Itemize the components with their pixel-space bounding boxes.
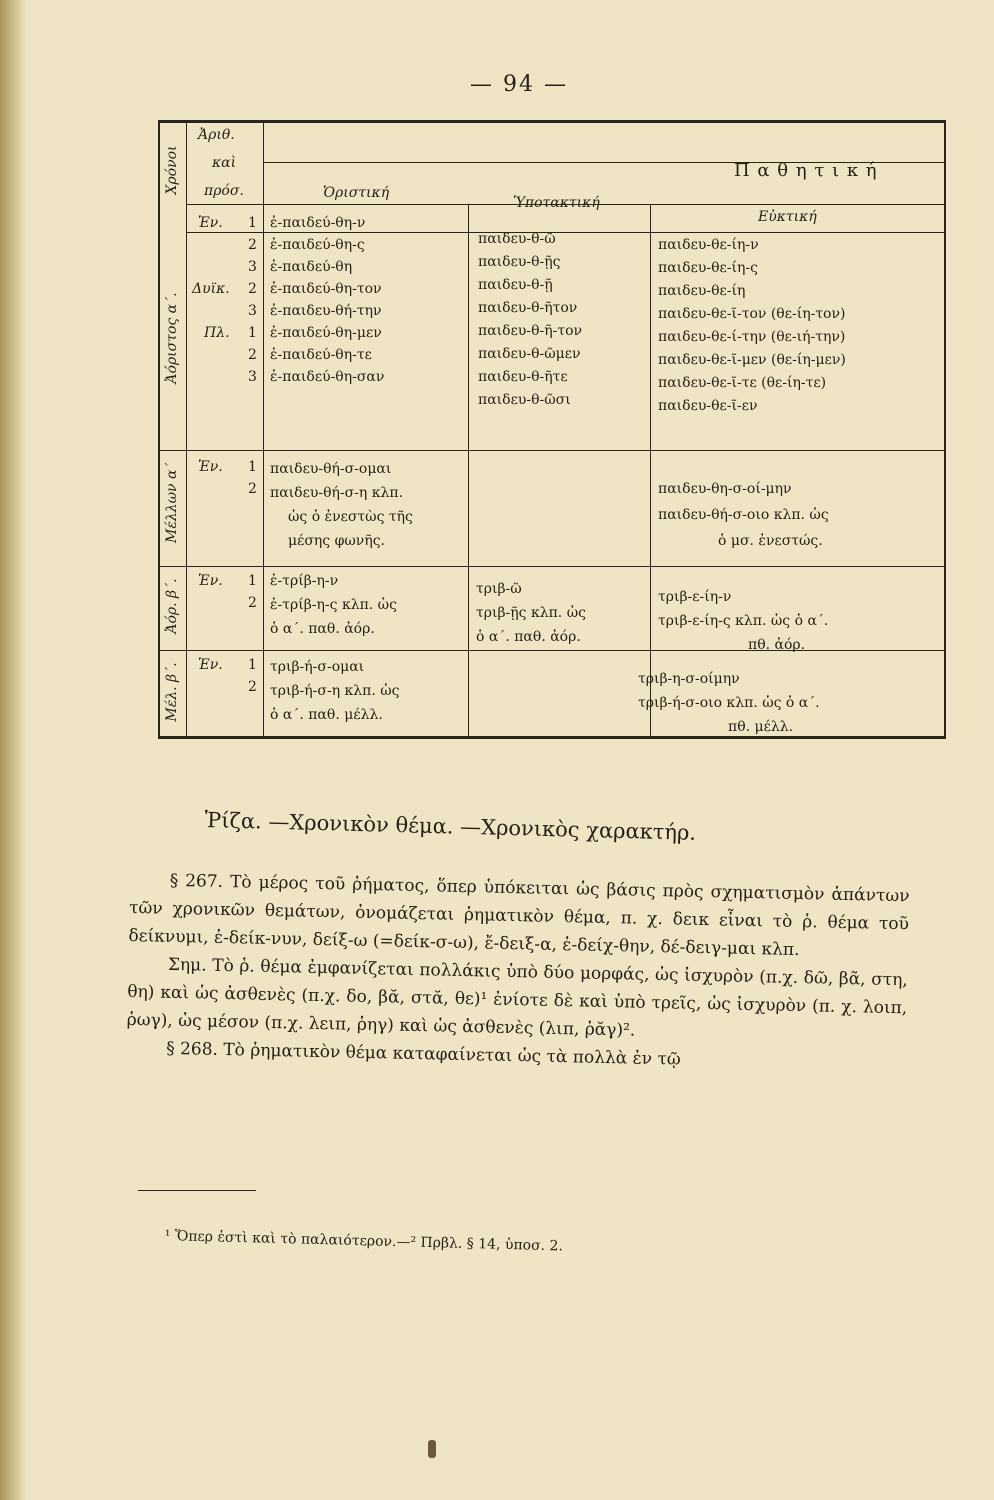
form-cell: ἐ-παιδεύ-θη-ς [270,237,365,253]
form-cell: τριβ-ή-σ-ομαι [270,659,365,675]
person-2: 2 [248,481,257,497]
indicative-header: Ὁριστική [323,185,390,201]
form-cell: ὁ α΄. παθ. μέλλ. [270,707,383,723]
ink-blot [428,1440,436,1458]
page-number: — 94 — [470,72,568,97]
form-cell: ἐ-παιδεύ-θη-σαν [270,369,385,385]
form-cell: μέσης φωνῆς. [288,533,385,549]
form-cell: παιδευ-θε-ῖ-τε (θε-ίη-τε) [658,375,827,391]
form-cell: τριβ-η-σ-οίμην [638,671,740,687]
form-cell: ἐ-παιδεύ-θη-τε [270,347,372,363]
person-2: 2 [248,679,257,695]
person-3: 3 [248,369,257,385]
person-1: 1 [248,573,257,589]
person-1: 1 [248,325,257,341]
person-1: 1 [248,215,257,231]
form-cell: ἐ-παιδεύ-θη-ν [270,215,366,231]
form-cell: παιδευ-θ-ῇς [478,254,561,270]
form-cell: παιδευ-θε-ί-την (θε-ιή-την) [658,329,846,345]
section-title: Ῥίζα. —Χρονικὸν θέμα. —Χρονικὸς χαρακτήρ. [204,808,697,845]
form-cell: ὁ α΄. παθ. ἀόρ. [476,629,581,645]
form-cell: τριβ-ή-σ-η κλπ. ὡς [270,683,400,699]
paragraph: § 267. Τὸ μέρος τοῦ ῥήματος, ὅπερ ὑπόκειται ὡς βάσις πρὸς σχηματισμὸν ἁπάντων τῶν χρονικῶν θεμάτων, ὀνομάζεται ῥηματικὸν θέμα, π. χ. δεικ εἶναι τὸ ῥ. θέμα τοῦ δείκνυμι, ἐ-δείκ-νυν, δείξ-ω (=δείκ-σ-ω), ἔ-δειξ-α, ἐ-δείχ-θην, δέ-δειγ-μαι κλπ. [128,870,910,961]
number-header-2: καὶ [212,155,237,171]
form-cell: παιδευ-θε-ῖ-τον (θε-ίη-τον) [658,306,846,322]
form-cell: παιδευ-θ-ῶμεν [478,346,581,362]
form-cell: παιδευ-θή-σ-ομαι [270,461,392,477]
subjunctive-header: Ὑποτακτική [513,195,600,211]
form-cell: ἐ-παιδευ-θή-την [270,303,382,319]
row-label-singular: Ἑν. [198,459,223,475]
body-text [126,866,910,1078]
form-cell: παιδευ-θε-ίη-ν [658,237,759,253]
person-2: 2 [248,281,257,297]
form-cell: ὡς ὁ ἐνεστὼς τῆς [288,509,413,525]
paragraph: Σημ. Τὸ ῥ. θέμα ἐμφανίζεται πολλάκις ὑπὸ δύο μορφάς, ὡς ἰσχυρὸν (π.χ. δῶ, βᾶ, στη, θη) καὶ ὡς ἀσθενὲς (π.χ. δο, βᾰ, στᾰ, θε)¹ ἐνίοτε δὲ καὶ ὑπὸ τρεῖς, ὡς ἰσχυρὸν (π. χ. λοιπ, ῥωγ), ὡς μέσον (π.χ. λειπ, ῥηγ) καὶ ὡς ἀσθενὲς (λιπ, ῥᾰγ)². [126,954,908,1041]
person-1: 1 [248,657,257,673]
form-cell: παιδευ-θ-ῆ-τον [478,323,583,339]
form-cell: ἐ-παιδεύ-θη [270,259,353,275]
form-cell: ὁ α΄. παθ. ἀόρ. [270,621,375,637]
form-cell: παιδευ-θ-ῶσι [478,392,571,408]
number-header-3: πρόσ. [204,183,244,199]
form-cell: παιδευ-θ-ῶ [478,231,556,247]
book-spine-shadow [0,0,26,1500]
aorist-a-label: Ἀόριστος α΄. [164,292,180,384]
row-label-dual: Δυϊκ. [192,281,230,297]
aorist-b-label: Ἀόρ. β΄. [164,578,180,634]
form-cell: παιδευ-θ-ῆτε [478,369,568,385]
number-header-1: Ἀριθ. [198,127,235,143]
form-cell: παιδευ-θή-σ-η κλπ. [270,485,404,501]
optative-header: Εὐκτική [758,209,817,225]
tenses-header: Χρόνοι [164,145,180,195]
form-cell: τριβ-ῶ [476,581,522,597]
form-cell: ἐ-παιδεύ-θη-τον [270,281,382,297]
form-cell: παιδευ-θ-ῇ [478,277,553,293]
row-label-singular: Ἑν. [198,215,223,231]
form-cell: ὁ μσ. ἐνεστώς. [718,533,823,549]
form-cell: τριβ-ε-ίη-ν [658,589,732,605]
form-cell: ἐ-τρίβ-η-ν [270,573,339,589]
form-cell: τριβ-ε-ίη-ς κλπ. ὡς ὁ α΄. [658,613,829,629]
footnote-divider [138,1190,256,1191]
person-3: 3 [248,259,257,275]
form-cell: πθ. μέλλ. [728,719,794,735]
form-cell: παιδευ-θη-σ-οί-μην [658,481,792,497]
form-cell: ἐ-τρίβ-η-ς κλπ. ὡς [270,597,397,613]
person-3: 3 [248,303,257,319]
form-cell: τριβ-ή-σ-οιο κλπ. ὡς ὁ α΄. [638,695,820,711]
person-2: 2 [248,347,257,363]
row-label-singular: Ἑν. [198,573,223,589]
person-2: 2 [248,237,257,253]
person-2: 2 [248,595,257,611]
person-1: 1 [248,459,257,475]
form-cell: πθ. ἀόρ. [748,637,806,653]
footnote: ¹ Ὅπερ ἐστὶ καὶ τὸ παλαιότερον.—² Πρβλ. § 14, ὑποσ. 2. [164,1228,564,1255]
form-cell: παιδευ-θή-σ-οιο κλπ. ὡς [658,507,829,523]
form-cell: παιδευ-θε-ῖ-εν [658,398,758,414]
form-cell: παιδευ-θ-ῆτον [478,300,578,316]
conjugation-table [158,120,946,738]
form-cell: ἐ-παιδεύ-θη-μεν [270,325,382,341]
form-cell: παιδευ-θε-ῖ-μεν (θε-ίη-μεν) [658,352,846,368]
form-cell: παιδευ-θε-ίη-ς [658,260,758,276]
form-cell: τριβ-ῇς κλπ. ὡς [476,605,586,621]
row-label-singular: Ἑν. [198,657,223,673]
future-b-label: Μέλ. β΄. [164,662,180,722]
paragraph: § 268. Τὸ ῥηματικὸν θέμα καταφαίνεται ὡς τὰ πολλὰ ἐν τῷ [165,1038,681,1070]
row-label-plural: Πλ. [204,325,230,341]
future-a-label: Μέλλων α΄ [164,462,180,543]
voice-header: Π α θ η τ ι κ ή [734,160,878,181]
form-cell: παιδευ-θε-ίη [658,283,746,299]
